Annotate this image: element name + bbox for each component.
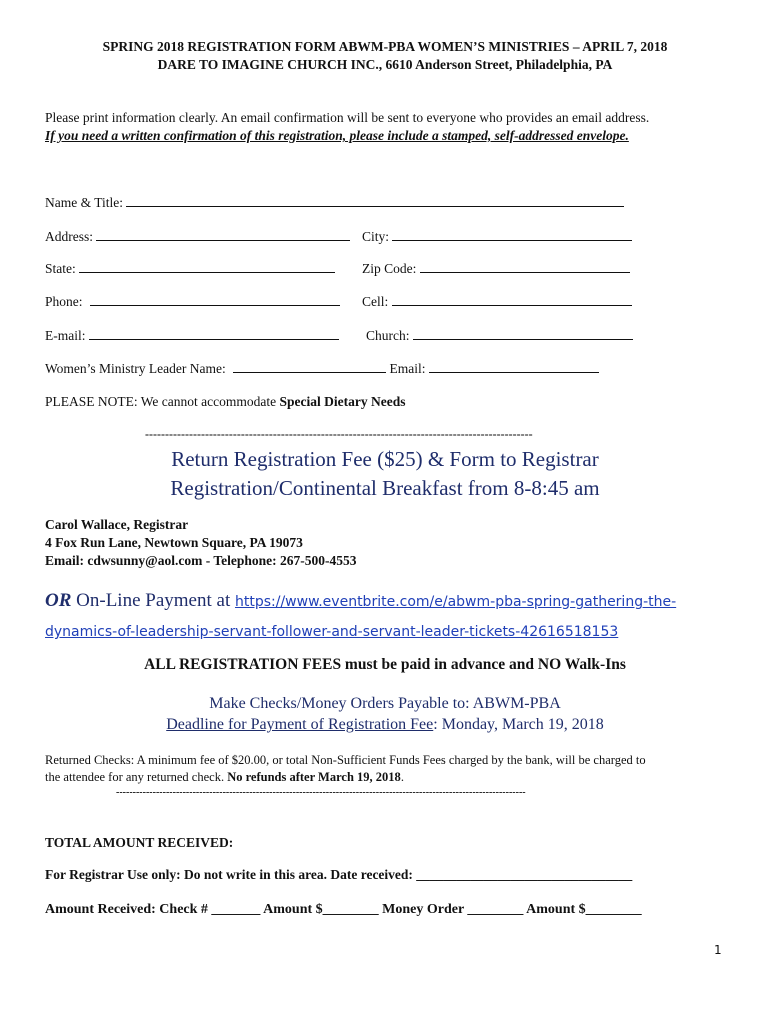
payable-line: Make Checks/Money Orders Payable to: ABWM-PBA: [209, 695, 561, 712]
intro-line1: Please print information clearly. An email confirmation will be sent to everyone who provides an email address.: [45, 110, 650, 125]
phone-row: [45, 293, 340, 310]
address-field[interactable]: [96, 228, 350, 241]
total-amount-label: TOTAL AMOUNT RECEIVED:: [45, 835, 234, 850]
dietary-note-text: PLEASE NOTE: We cannot accommodate: [45, 394, 280, 409]
leader-name-label: Women’s Ministry Leader Name:: [45, 361, 226, 376]
form-title-line1: SPRING 2018 REGISTRATION FORM ABWM-PBA WOMEN’S MINISTRIES – APRIL 7, 2018: [102, 39, 668, 54]
returned-prefix: the attendee for any returned check.: [45, 770, 228, 784]
intro-text: [45, 109, 745, 145]
address-label: Address:: [45, 229, 93, 244]
intro-line2: If you need a written confirmation of this registration, please include a stamped, self-addressed envelope.: [45, 128, 629, 143]
name-title-label: Name & Title:: [45, 195, 124, 210]
divider-top: -------------------------------------------------------------------------------------------------: [145, 427, 533, 441]
leader-email-field[interactable]: [429, 360, 599, 373]
phone-field[interactable]: [90, 293, 340, 306]
church-field[interactable]: [413, 327, 633, 340]
no-refunds: No refunds after March 19, 2018: [227, 770, 401, 784]
phone-label: Phone:: [45, 294, 83, 309]
form-title-line2: DARE TO IMAGINE CHURCH INC., 6610 Anderson Street, Philadelphia, PA: [157, 57, 613, 72]
state-field[interactable]: [79, 260, 335, 273]
online-payment-label: On-Line Payment at: [71, 590, 235, 611]
state-label: State:: [45, 261, 76, 276]
zip-label: Zip Code:: [362, 261, 417, 276]
email-label: E-mail:: [45, 328, 86, 343]
zip-field[interactable]: [420, 260, 630, 273]
or-label: OR: [45, 590, 72, 611]
church-label: Church:: [366, 328, 410, 343]
page-number: 1: [714, 943, 722, 957]
cell-field[interactable]: [392, 293, 632, 306]
city-label: City:: [362, 229, 390, 244]
name-title-field[interactable]: [126, 194, 624, 207]
eventbrite-link-part2[interactable]: dynamics-of-leadership-servant-follower-and-servant-leader-tickets-42616518153: [45, 624, 619, 640]
deadline-value: : Monday, March 19, 2018: [433, 716, 604, 733]
city-field[interactable]: [392, 228, 632, 241]
returned-checks-line2: [45, 769, 735, 786]
state-row: [45, 260, 335, 277]
city-row: [362, 228, 632, 245]
amount-received-line: Amount Received: Check # _______ Amount $________ Money Order ________ Amount $________: [45, 902, 642, 917]
dietary-note-bold: Special Dietary Needs: [279, 394, 406, 409]
payable-block: [0, 693, 770, 735]
return-heading: [0, 445, 770, 503]
return-heading-line2: Registration/Continental Breakfast from 8-8:45 am: [170, 476, 600, 500]
returned-suffix: .: [400, 770, 404, 784]
email-field[interactable]: [89, 327, 339, 340]
online-payment-line2: [45, 623, 618, 641]
returned-checks-line1: Returned Checks: A minimum fee of $20.00, or total Non-Sufficient Funds Fees charged by the bank, will be charged to: [45, 753, 646, 767]
dietary-note: [45, 394, 405, 410]
form-title: [0, 38, 770, 74]
deadline-label: Deadline for Payment of Registration Fee: [166, 716, 434, 733]
address-row: [45, 228, 350, 245]
church-row: [366, 327, 633, 344]
online-payment-line: [45, 590, 676, 612]
deadline-line: [0, 714, 770, 735]
leader-email-label: Email:: [389, 361, 426, 376]
leader-row: [45, 360, 599, 377]
name-title-row: [45, 194, 624, 211]
registrar-name: Carol Wallace, Registrar: [45, 517, 189, 532]
fees-notice: ALL REGISTRATION FEES must be paid in advance and NO Walk-Ins: [144, 656, 626, 673]
eventbrite-link-part1[interactable]: https://www.eventbrite.com/e/abwm-pba-spring-gathering-the-: [234, 594, 677, 610]
registrar-address: 4 Fox Run Lane, Newtown Square, PA 19073: [45, 535, 303, 550]
cell-row: [362, 293, 632, 310]
zip-row: [362, 260, 630, 277]
return-heading-line1: Return Registration Fee ($25) & Form to Registrar: [171, 447, 599, 471]
registrar-use-line: For Registrar Use only: Do not write in this area. Date received: ________________________________: [45, 867, 633, 882]
email-row: [45, 327, 339, 344]
registrar-block: [45, 516, 356, 570]
registrar-contact: Email: cdwsunny@aol.com - Telephone: 267-500-4553: [45, 553, 357, 568]
divider-bottom: ---------------------------------------------------------------------------------------------------------------------------: [116, 787, 526, 798]
leader-name-field[interactable]: [233, 360, 386, 373]
returned-checks: [45, 752, 735, 786]
cell-label: Cell:: [362, 294, 389, 309]
